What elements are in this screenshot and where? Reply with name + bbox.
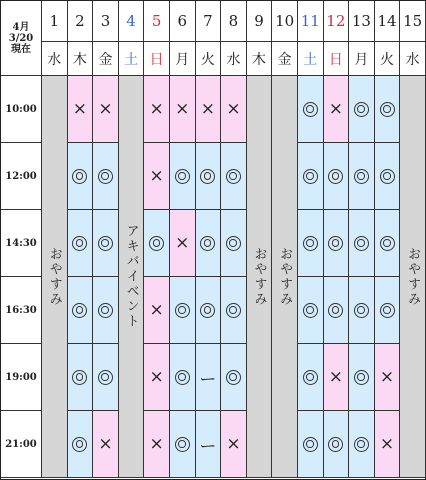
- double-circle-icon: [303, 236, 318, 251]
- slot-cell[interactable]: [221, 411, 247, 478]
- double-circle-icon: [200, 169, 215, 184]
- double-circle-icon: [200, 236, 215, 251]
- slot-cell[interactable]: [170, 143, 196, 210]
- slot-cell[interactable]: [324, 277, 350, 344]
- weekday-label: 火: [196, 42, 222, 76]
- slot-cell[interactable]: [93, 411, 119, 478]
- weekday-label: 木: [247, 42, 273, 76]
- corner-line: 4月: [12, 21, 30, 33]
- cross-icon: ×: [328, 367, 343, 387]
- double-circle-icon: [226, 169, 241, 184]
- weekday-label: 金: [272, 42, 298, 76]
- weekday-label: 日: [144, 42, 170, 76]
- double-circle-icon: [226, 370, 241, 385]
- day-number: 5: [144, 1, 170, 42]
- slot-cell[interactable]: [375, 411, 401, 478]
- date-corner-label: [1, 1, 42, 76]
- double-circle-icon: [175, 370, 190, 385]
- slot-cell[interactable]: [170, 277, 196, 344]
- double-circle-icon: [98, 169, 113, 184]
- weekday-label: 火: [375, 42, 401, 76]
- double-circle-icon: [98, 236, 113, 251]
- slot-cell[interactable]: [196, 76, 222, 143]
- time-label: 21:00: [1, 411, 42, 478]
- double-circle-icon: [354, 303, 369, 318]
- weekday-label: 月: [349, 42, 375, 76]
- slot-cell[interactable]: [349, 143, 375, 210]
- slot-cell[interactable]: [170, 210, 196, 277]
- double-circle-icon: [72, 169, 87, 184]
- day-number: 2: [68, 1, 94, 42]
- slot-cell[interactable]: [68, 210, 94, 277]
- time-label: 14:30: [1, 210, 42, 277]
- cross-icon: ×: [149, 434, 164, 454]
- slot-cell[interactable]: [221, 277, 247, 344]
- slot-cell[interactable]: [196, 344, 222, 411]
- day-off-column: [119, 76, 145, 478]
- time-label: 12:00: [1, 143, 42, 210]
- cross-icon: ×: [149, 300, 164, 320]
- slot-cell[interactable]: [375, 210, 401, 277]
- double-circle-icon: [72, 370, 87, 385]
- slot-cell[interactable]: [196, 143, 222, 210]
- slot-cell[interactable]: [324, 411, 350, 478]
- slot-cell[interactable]: [298, 76, 324, 143]
- double-circle-icon: [380, 236, 395, 251]
- slot-cell[interactable]: [221, 76, 247, 143]
- slot-cell[interactable]: [298, 210, 324, 277]
- day-off-column: [400, 76, 426, 478]
- slot-cell[interactable]: [170, 344, 196, 411]
- cross-icon: ×: [226, 434, 241, 454]
- slot-cell[interactable]: [349, 411, 375, 478]
- double-circle-icon: [303, 370, 318, 385]
- slot-cell[interactable]: [93, 210, 119, 277]
- dash-icon: ー: [199, 369, 217, 390]
- day-number: 12: [324, 1, 350, 42]
- time-label: 10:00: [1, 76, 42, 143]
- slot-cell[interactable]: [144, 143, 170, 210]
- weekday-label: 金: [93, 42, 119, 76]
- day-off-column: [247, 76, 273, 478]
- time-label: 19:00: [1, 344, 42, 411]
- double-circle-icon: [354, 370, 369, 385]
- day-off-label: おやすみ: [251, 246, 267, 307]
- double-circle-icon: [380, 102, 395, 117]
- double-circle-icon: [303, 169, 318, 184]
- slot-cell[interactable]: [324, 210, 350, 277]
- slot-cell[interactable]: [144, 210, 170, 277]
- weekday-label: 水: [400, 42, 426, 76]
- double-circle-icon: [354, 102, 369, 117]
- day-number: 10: [272, 1, 298, 42]
- slot-cell[interactable]: [324, 76, 350, 143]
- double-circle-icon: [328, 437, 343, 452]
- slot-cell[interactable]: [375, 143, 401, 210]
- day-number: 11: [298, 1, 324, 42]
- double-circle-icon: [328, 169, 343, 184]
- cross-icon: ×: [175, 233, 190, 253]
- slot-cell[interactable]: [298, 143, 324, 210]
- cross-icon: ×: [226, 99, 241, 119]
- slot-cell[interactable]: [375, 277, 401, 344]
- day-off-column: [42, 76, 68, 478]
- double-circle-icon: [200, 303, 215, 318]
- slot-cell[interactable]: [144, 76, 170, 143]
- slot-cell[interactable]: [375, 76, 401, 143]
- double-circle-icon: [175, 437, 190, 452]
- cross-icon: ×: [98, 434, 113, 454]
- slot-cell[interactable]: [221, 210, 247, 277]
- slot-cell[interactable]: [298, 344, 324, 411]
- slot-cell[interactable]: [196, 210, 222, 277]
- day-number: 13: [349, 1, 375, 42]
- slot-cell[interactable]: [68, 143, 94, 210]
- slot-cell[interactable]: [93, 344, 119, 411]
- slot-cell[interactable]: [68, 411, 94, 478]
- slot-cell[interactable]: [324, 143, 350, 210]
- weekday-label: 水: [221, 42, 247, 76]
- slot-cell[interactable]: [93, 143, 119, 210]
- day-off-label: おやすみ: [46, 246, 62, 307]
- weekday-label: 月: [170, 42, 196, 76]
- slot-cell[interactable]: [144, 277, 170, 344]
- double-circle-icon: [72, 437, 87, 452]
- cross-icon: ×: [149, 367, 164, 387]
- double-circle-icon: [303, 102, 318, 117]
- day-number: 8: [221, 1, 247, 42]
- double-circle-icon: [354, 169, 369, 184]
- double-circle-icon: [226, 303, 241, 318]
- dash-icon: ー: [199, 436, 217, 457]
- day-off-column: [272, 76, 298, 478]
- day-number: 14: [375, 1, 401, 42]
- slot-cell[interactable]: [170, 411, 196, 478]
- slot-cell[interactable]: [144, 344, 170, 411]
- day-off-label: おやすみ: [405, 246, 421, 307]
- double-circle-icon: [175, 169, 190, 184]
- slot-cell[interactable]: [196, 411, 222, 478]
- cross-icon: ×: [379, 367, 395, 387]
- day-off-label: おやすみ: [277, 246, 293, 307]
- cross-icon: ×: [175, 99, 190, 119]
- day-off-label: アキバイベント: [123, 224, 139, 329]
- double-circle-icon: [303, 437, 318, 452]
- cross-icon: ×: [328, 99, 343, 119]
- slot-cell[interactable]: [93, 277, 119, 344]
- double-circle-icon: [303, 303, 318, 318]
- double-circle-icon: [328, 303, 343, 318]
- slot-cell[interactable]: [221, 143, 247, 210]
- day-number: 1: [42, 1, 68, 42]
- double-circle-icon: [328, 236, 343, 251]
- day-number: 4: [119, 1, 145, 42]
- cross-icon: ×: [72, 99, 88, 119]
- slot-cell[interactable]: [68, 344, 94, 411]
- double-circle-icon: [380, 169, 395, 184]
- slot-cell[interactable]: [170, 76, 196, 143]
- double-circle-icon: [72, 236, 87, 251]
- double-circle-icon: [354, 437, 369, 452]
- slot-cell[interactable]: [349, 277, 375, 344]
- slot-cell[interactable]: [375, 344, 401, 411]
- double-circle-icon: [175, 303, 190, 318]
- cross-icon: ×: [149, 166, 164, 186]
- corner-line: 3/20: [8, 32, 34, 44]
- slot-cell[interactable]: [68, 277, 94, 344]
- time-label: 16:30: [1, 277, 42, 344]
- double-circle-icon: [226, 236, 241, 251]
- slot-cell[interactable]: [298, 277, 324, 344]
- slot-cell[interactable]: [93, 76, 119, 143]
- day-number: 15: [400, 1, 426, 42]
- weekday-label: 日: [324, 42, 350, 76]
- day-number: 3: [93, 1, 119, 42]
- corner-line: 現在: [11, 43, 31, 55]
- double-circle-icon: [149, 236, 164, 251]
- weekday-label: 水: [42, 42, 68, 76]
- cross-icon: ×: [379, 434, 395, 454]
- slot-cell[interactable]: [221, 344, 247, 411]
- slot-cell[interactable]: [298, 411, 324, 478]
- weekday-label: 土: [119, 42, 145, 76]
- double-circle-icon: [354, 236, 369, 251]
- cross-icon: ×: [200, 99, 215, 119]
- slot-cell[interactable]: [349, 344, 375, 411]
- weekday-label: 木: [68, 42, 94, 76]
- slot-cell[interactable]: [324, 344, 350, 411]
- slot-cell[interactable]: [196, 277, 222, 344]
- day-number: 9: [247, 1, 273, 42]
- slot-cell[interactable]: [68, 76, 94, 143]
- weekday-label: 土: [298, 42, 324, 76]
- cross-icon: ×: [149, 99, 164, 119]
- double-circle-icon: [380, 303, 395, 318]
- double-circle-icon: [98, 370, 113, 385]
- slot-cell[interactable]: [144, 411, 170, 478]
- double-circle-icon: [72, 303, 87, 318]
- slot-cell[interactable]: [349, 210, 375, 277]
- slot-cell[interactable]: [349, 76, 375, 143]
- double-circle-icon: [98, 303, 113, 318]
- day-number: 6: [170, 1, 196, 42]
- cross-icon: ×: [98, 99, 113, 119]
- day-number: 7: [196, 1, 222, 42]
